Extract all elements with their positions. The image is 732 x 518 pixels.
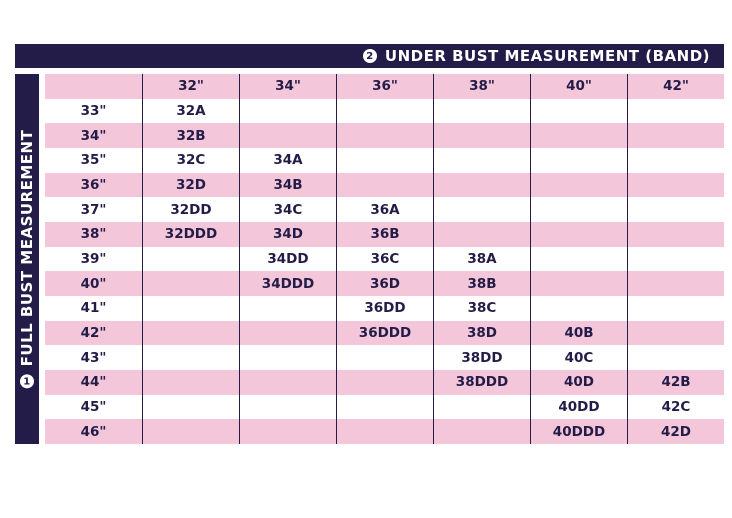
bra-size-cell [336,99,433,124]
table-row [45,99,724,124]
bust-size-label: 45" [80,398,107,415]
bra-size-cell [433,99,530,124]
bra-size-cell [530,173,627,198]
bra-size-cell [530,247,627,272]
table-row [45,419,724,444]
bra-size-cell [627,123,724,148]
bra-size-cell: 36D [336,271,433,296]
bra-size-cell: 36DD [336,296,433,321]
bra-size-cell [142,419,239,444]
bra-size-cell [627,321,724,346]
bra-size-cell: 32B [142,123,239,148]
bra-size-cell: 40DD [530,395,627,420]
bra-size-cell [627,247,724,272]
bra-size-cell: 32DD [142,197,239,222]
bra-size-cell: 36DDD [336,321,433,346]
band-header [15,44,724,68]
band-size-header: 32" [142,74,239,99]
band-size-header: 42" [627,74,724,99]
bust-side-header [15,74,39,444]
table-row [45,123,724,148]
bra-size-cell [239,395,336,420]
bust-size-label: 40" [80,275,107,292]
table-row [45,271,724,296]
bra-size-cell [336,395,433,420]
bra-size-cell [142,271,239,296]
bra-size-cell [530,197,627,222]
bra-size-cell [627,99,724,124]
bra-size-cell: 34DDD [239,271,336,296]
bust-size-label: 34" [80,127,107,144]
bra-size-cell: 40D [530,370,627,395]
band-size-header: 38" [433,74,530,99]
bra-size-cell: 38D [433,321,530,346]
band-step-badge: 2 [363,49,377,63]
bra-size-cell [336,419,433,444]
bra-size-cell [336,345,433,370]
bra-size-cell [433,395,530,420]
bra-size-cell [239,99,336,124]
bra-size-cell: 42D [627,419,724,444]
bra-size-cell [530,296,627,321]
bra-size-cell: 42B [627,370,724,395]
bra-size-cell [627,345,724,370]
bra-size-cell [530,271,627,296]
size-chart-table [45,74,724,444]
bra-size-cell [627,197,724,222]
bra-size-cell [142,370,239,395]
bra-size-cell [433,148,530,173]
bra-size-cell: 32C [142,148,239,173]
bra-size-cell [239,419,336,444]
bra-size-cell [142,395,239,420]
bra-size-cell: 32D [142,173,239,198]
table-row [45,222,724,247]
bra-size-cell: 38B [433,271,530,296]
bra-size-cell [433,123,530,148]
bra-size-cell [530,123,627,148]
bra-size-cell [627,271,724,296]
table-row [45,197,724,222]
bust-size-label: 38" [80,226,107,243]
bra-size-cell [530,99,627,124]
table-row [45,296,724,321]
bra-size-cell: 38A [433,247,530,272]
band-size-header: 36" [336,74,433,99]
bust-size-label: 39" [80,250,107,267]
bust-size-label: 33" [80,102,107,119]
bra-size-cell [142,247,239,272]
bra-size-cell: 34D [239,222,336,247]
bra-size-cell: 34A [239,148,336,173]
bra-size-cell [433,419,530,444]
bra-size-cell: 40B [530,321,627,346]
bra-size-cell: 34B [239,173,336,198]
bra-size-cell [239,123,336,148]
table-row [45,370,724,395]
bra-size-cell [142,345,239,370]
table-row [45,345,724,370]
bra-size-cell: 36C [336,247,433,272]
bra-size-cell [239,345,336,370]
band-size-header: 34" [239,74,336,99]
bra-size-cell [142,321,239,346]
bra-size-cell [336,123,433,148]
corner-cell [45,74,142,99]
bra-size-cell: 32A [142,99,239,124]
bra-size-cell [627,296,724,321]
bra-size-cell [239,296,336,321]
bust-size-label: 37" [80,201,107,218]
bra-size-cell: 36A [336,197,433,222]
bust-size-label: 35" [80,152,107,169]
bra-size-cell: 38C [433,296,530,321]
table-row [45,148,724,173]
bra-size-cell: 32DDD [142,222,239,247]
bra-size-cell [142,296,239,321]
bra-size-cell: 40C [530,345,627,370]
table-row [45,173,724,198]
bust-size-label: 43" [80,349,107,366]
bra-size-cell: 42C [627,395,724,420]
bust-size-label: 44" [80,374,107,391]
table-row [45,247,724,272]
bra-size-cell [627,148,724,173]
bra-size-cell: 36B [336,222,433,247]
bust-size-label: 46" [80,423,107,440]
bra-size-cell: 40DDD [530,419,627,444]
bra-size-cell [336,370,433,395]
bust-side-title: FULL BUST MEASUREMENT [18,129,36,367]
bust-size-label: 42" [80,324,107,341]
bra-size-cell [530,148,627,173]
bust-step-badge: 1 [20,374,34,388]
table-row [45,321,724,346]
bra-size-cell: 38DD [433,345,530,370]
bra-size-cell [433,197,530,222]
bra-size-cell: 34C [239,197,336,222]
bra-size-cell [627,173,724,198]
bra-size-cell [433,222,530,247]
bra-size-cell [530,222,627,247]
band-header-title: UNDER BUST MEASUREMENT (BAND) [384,47,710,65]
bra-size-cell [239,370,336,395]
table-row [45,395,724,420]
bra-size-cell [336,173,433,198]
table-header-row [45,74,724,99]
bra-size-cell [433,173,530,198]
bust-size-label: 36" [80,176,107,193]
bra-size-cell: 34DD [239,247,336,272]
band-size-header: 40" [530,74,627,99]
bra-size-cell: 38DDD [433,370,530,395]
bra-size-cell [239,321,336,346]
bra-size-cell [627,222,724,247]
bust-size-label: 41" [80,300,107,317]
bra-size-cell [336,148,433,173]
